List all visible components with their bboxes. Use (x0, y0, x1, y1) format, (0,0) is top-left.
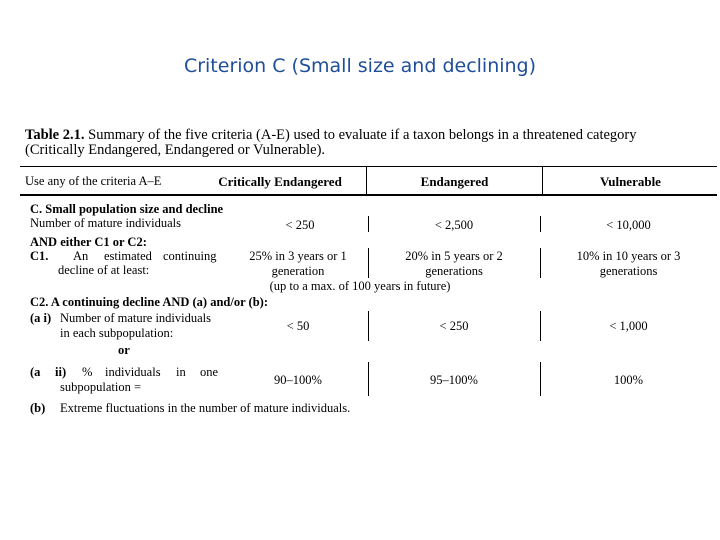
c1-cr-line1: 25% in 3 years or 1 (249, 249, 347, 263)
ai-label-line2: in each subpopulation: (60, 326, 174, 340)
aii-en-value: 95–100% (430, 373, 478, 387)
ai-divider-1 (368, 311, 369, 341)
header-criteria-note: Use any of the criteria A–E (25, 174, 162, 188)
ai-en-value: < 250 (439, 319, 469, 333)
c1-vu-line1: 10% in 10 years or 3 (576, 249, 681, 263)
c1-en-line1: 20% in 5 years or 2 (405, 249, 503, 263)
table-top-rule (20, 166, 717, 167)
c1-divider-1 (368, 248, 369, 278)
b-label: (b) (30, 401, 46, 415)
or-label: or (118, 343, 130, 357)
aii-label-word3: in (176, 365, 186, 379)
aii-label-num2: ii) (55, 365, 67, 379)
aii-divider-2 (540, 362, 541, 396)
aii-label-word2: individuals (105, 365, 161, 379)
c1-label-word3: continuing (163, 249, 217, 263)
section-heading: C. Small population size and decline (30, 202, 224, 216)
aii-vu-value: 100% (613, 373, 644, 387)
slide-title: Criterion C (Small size and declining) (183, 55, 537, 77)
ai-divider-2 (540, 311, 541, 341)
mature-en-value: < 2,500 (434, 218, 474, 232)
c1-label-num: C1. (30, 249, 49, 263)
mature-divider-2 (540, 216, 541, 232)
aii-label-word1: % (82, 365, 93, 379)
caption-line2: (Critically Endangered, Endangered or Vulnerable). (25, 142, 326, 158)
c1-label-line2: decline of at least: (58, 263, 150, 277)
header-endangered: Endangered (420, 174, 489, 189)
c1-label-word2: estimated (104, 249, 152, 263)
c1-en-line2: generations (425, 264, 483, 278)
header-bottom-rule (20, 194, 717, 196)
c2-label: C2. A continuing decline AND (a) and/or (b): (30, 295, 268, 309)
ai-label-num: (a i) (30, 311, 52, 325)
aii-label-num1: (a (30, 365, 41, 379)
ai-vu-value: < 1,000 (609, 319, 648, 333)
aii-label-word4: one (200, 365, 219, 379)
mature-individuals-label: Number of mature individuals (30, 216, 182, 230)
aii-cr-value: 90–100% (274, 373, 322, 387)
c1-divider-2 (540, 248, 541, 278)
aii-divider-1 (368, 362, 369, 396)
b-text: Extreme fluctuations in the number of mature individuals. (60, 401, 351, 415)
caption-text: Summary of the five criteria (A-E) used to evaluate if a taxon belongs in a threatened category (88, 127, 637, 143)
c1-time-cap-note: (up to a max. of 100 years in future) (269, 279, 451, 293)
table-caption (25, 128, 715, 158)
mature-divider-1 (368, 216, 369, 232)
mature-vu-value: < 10,000 (606, 218, 651, 232)
ai-cr-value: < 50 (286, 319, 310, 333)
caption-label: Table 2.1. (25, 127, 85, 143)
ai-label-line1: Number of mature individuals (60, 311, 212, 325)
c1-vu-line2: generations (599, 264, 658, 278)
header-critically-endangered: Critically Endangered (218, 174, 342, 189)
c1-cr-line2: generation (271, 264, 325, 278)
c1-label-word1: An (73, 249, 89, 263)
mature-cr-value: < 250 (285, 218, 315, 232)
header-vulnerable: Vulnerable (600, 174, 661, 189)
aii-label-line2: subpopulation = (60, 380, 142, 394)
and-either-label: AND either C1 or C2: (30, 235, 147, 249)
